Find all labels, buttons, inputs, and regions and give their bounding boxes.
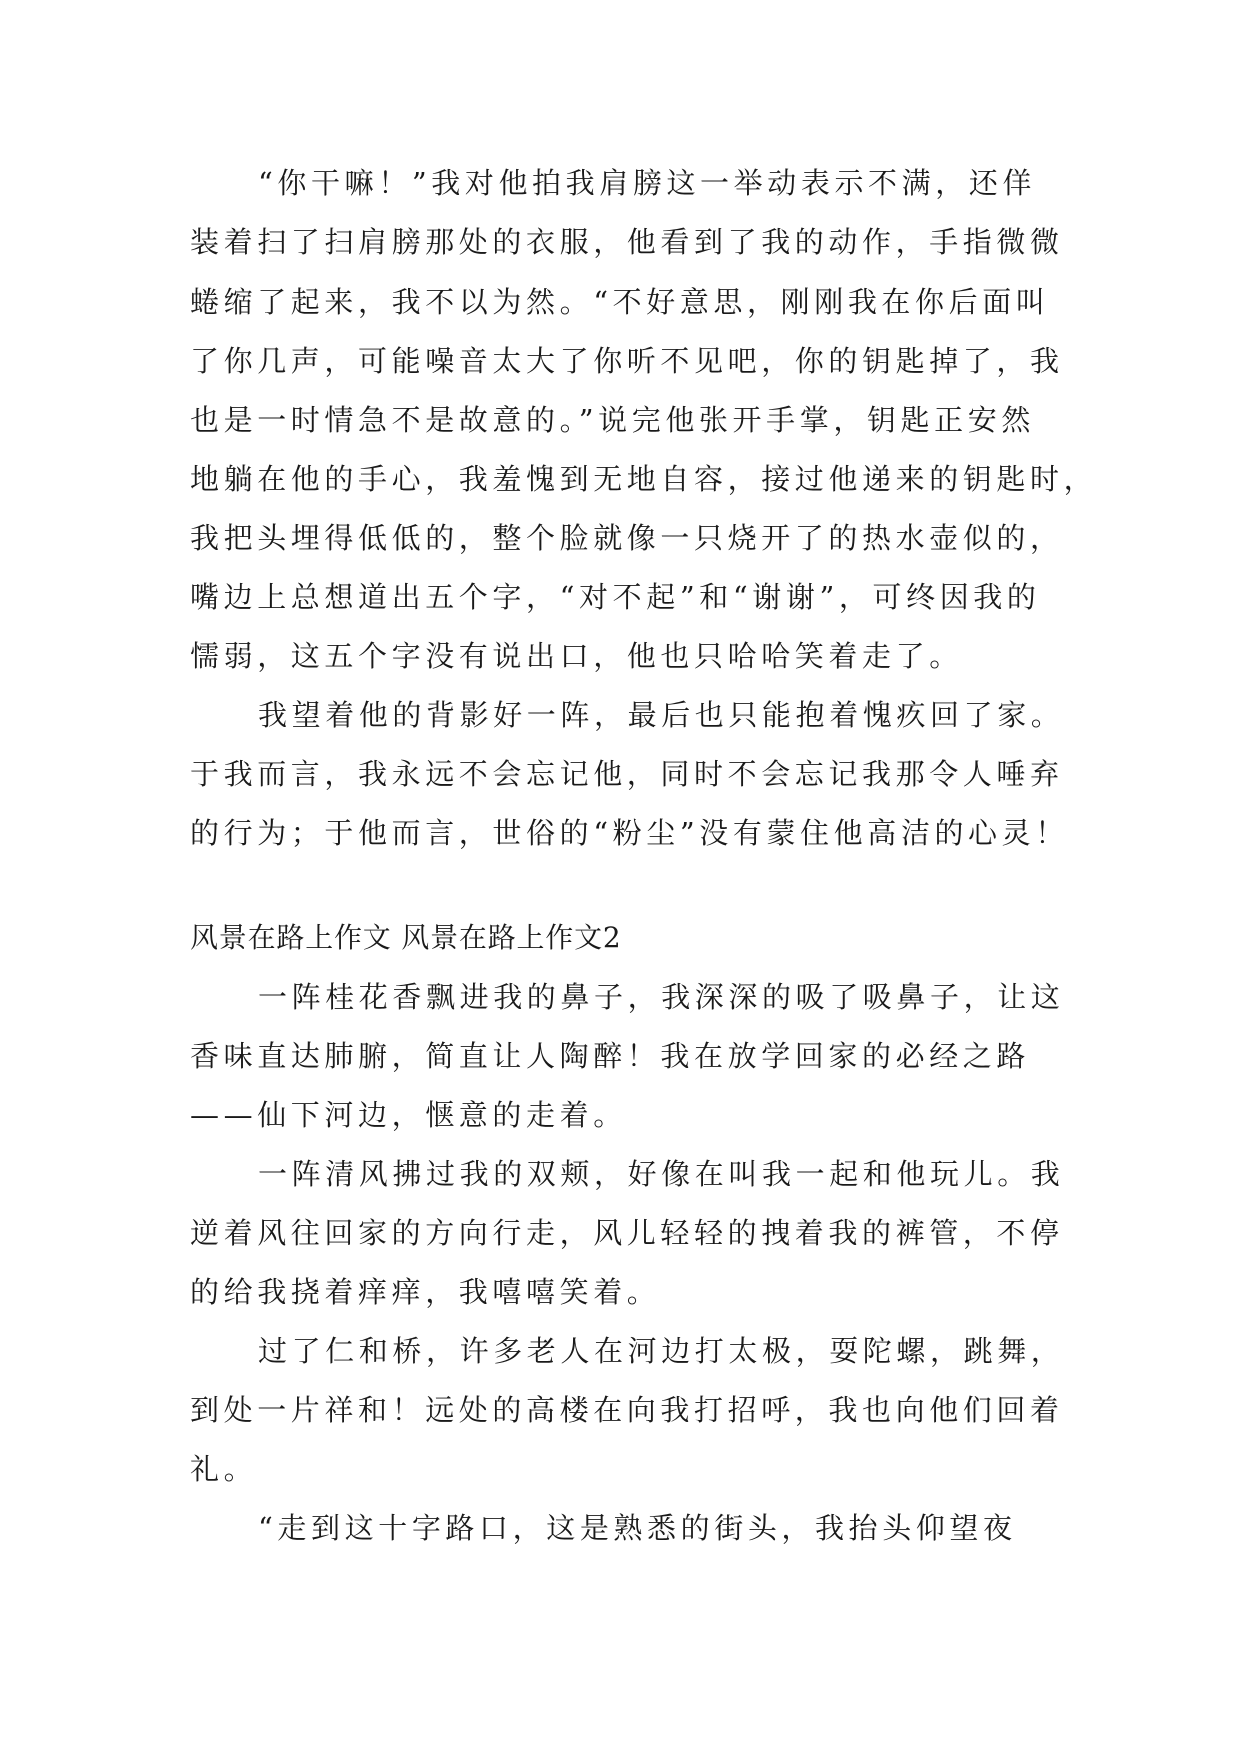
paragraph-line: 也是一时情急不是故意的。”说完他张开手掌，钥匙正安然 [190, 403, 1035, 437]
paragraph-line: 的给我挠着痒痒，我嘻嘻笑着。 [190, 1275, 661, 1309]
paragraph-line: 过了仁和桥，许多老人在河边打太极，耍陀螺，跳舞， [258, 1334, 1065, 1368]
paragraph-line: 到处一片祥和！远处的高楼在向我打招呼，我也向他们回着 [190, 1393, 1064, 1427]
paragraph-line: 我望着他的背影好一阵，最后也只能抱着愧疚回了家。 [258, 698, 1065, 732]
paragraph-line: 礼。 [190, 1452, 258, 1486]
paragraph-line: 地躺在他的手心，我羞愧到无地自容，接过他递来的钥匙时， [190, 462, 1098, 496]
section-heading: 风景在路上作文 风景在路上作文2 [190, 921, 622, 954]
paragraph-line: 于我而言，我永远不会忘记他，同时不会忘记我那令人唾弃 [190, 757, 1064, 791]
paragraph-line: 了你几声，可能噪音太大了你听不见吧，你的钥匙掉了，我 [190, 344, 1064, 378]
paragraph-line: 一阵清风拂过我的双颊，好像在叫我一起和他玩儿。我 [258, 1157, 1065, 1191]
paragraph-line: ——仙下河边，惬意的走着。 [190, 1098, 627, 1132]
paragraph-line: 一阵桂花香飘进我的鼻子，我深深的吸了吸鼻子，让这 [258, 980, 1065, 1014]
paragraph-line: 装着扫了扫肩膀那处的衣服，他看到了我的动作，手指微微 [190, 225, 1064, 259]
paragraph-line: 蜷缩了起来，我不以为然。“不好意思，刚刚我在你后面叫 [190, 285, 1050, 319]
paragraph-line: 我把头埋得低低的，整个脸就像一只烧开了的热水壶似的， [190, 521, 1064, 555]
paragraph-line: “走到这十字路口，这是熟悉的街头，我抬头仰望夜 [258, 1511, 1017, 1545]
paragraph-line: “你干嘛！”我对他拍我肩膀这一举动表示不满，还佯 [258, 166, 1037, 200]
paragraph-line: 的行为；于他而言，世俗的“粉尘”没有蒙住他高洁的心灵！ [190, 816, 1069, 850]
paragraph-line: 逆着风往回家的方向行走，风儿轻轻的拽着我的裤管，不停 [190, 1216, 1064, 1250]
paragraph-line: 香味直达肺腑，简直让人陶醉！我在放学回家的必经之路 [190, 1039, 1031, 1073]
paragraph-line: 嘴边上总想道出五个字，“对不起”和“谢谢”，可终因我的 [190, 580, 1041, 614]
paragraph-line: 懦弱，这五个字没有说出口，他也只哈哈笑着走了。 [190, 639, 963, 673]
